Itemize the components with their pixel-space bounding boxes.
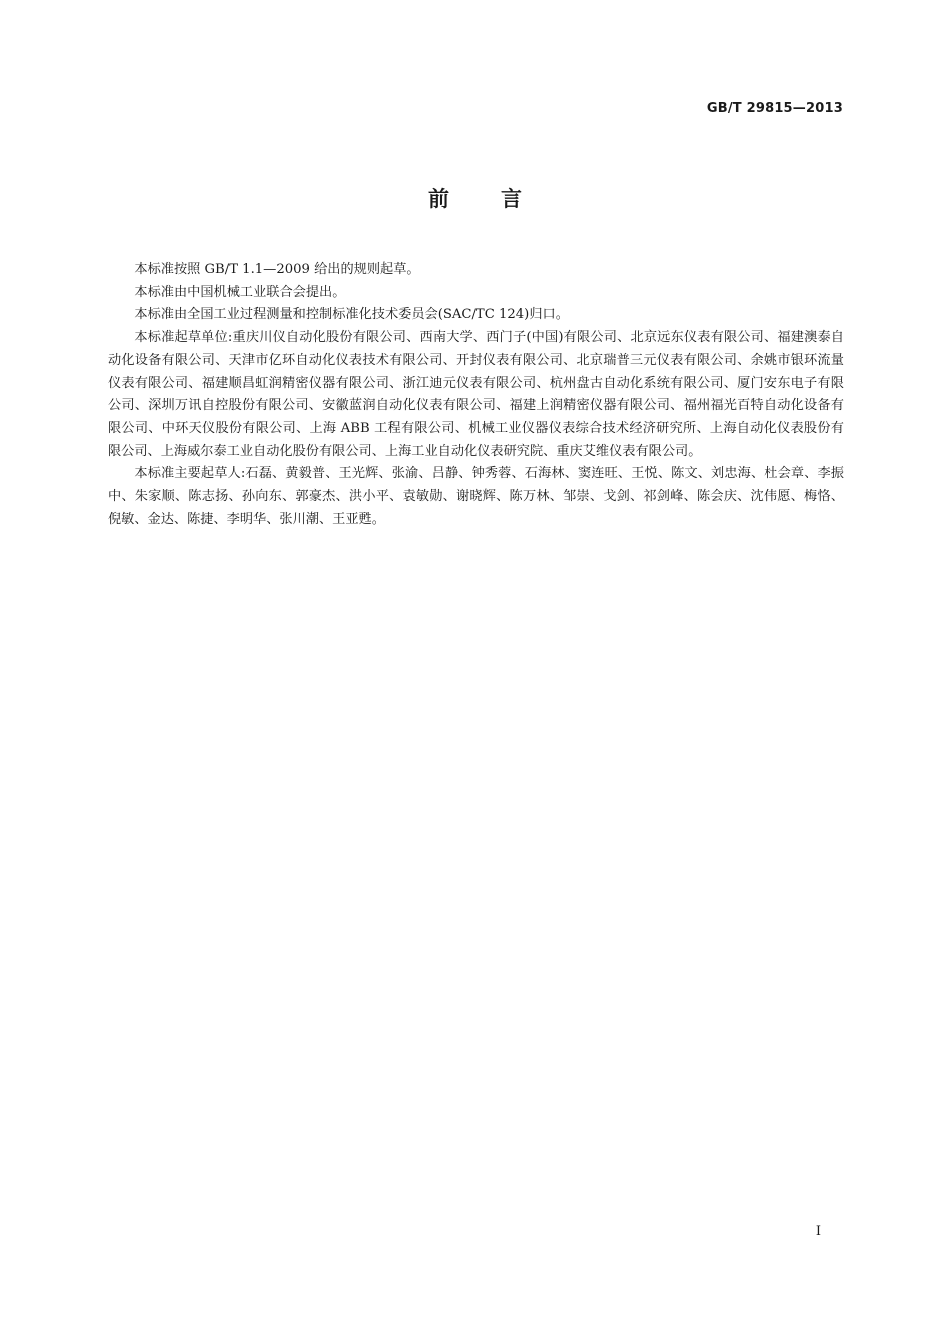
- foreword-body: [108, 259, 844, 531]
- page-title: 前言: [428, 187, 574, 211]
- paragraph-drafting-units: 本标准起草单位:重庆川仪自动化股份有限公司、西南大学、西门子(中国)有限公司、北京远东仪表有限公司、福建澳泰自动化设备有限公司、天津市亿环自动化仪表技术有限公司、开封仪表有限公司、北京瑞普三元仪表有限公司、余姚市银环流量仪表有限公司、福建顺昌虹润精密仪器有限公司、浙江迪元仪表有限公司、杭州盘古自动化系统有限公司、厦门安东电子有限公司、深圳万讯自控股份有限公司、安徽蓝润自动化仪表有限公司、福建上润精密仪器有限公司、福州福光百特自动化设备有限公司、中环天仪股份有限公司、上海 ABB 工程有限公司、机械工业仪器仪表综合技术经济研究所、上海自动化仪表股份有限公司、上海威尔泰工业自动化股份有限公司、上海工业自动化仪表研究院、重庆艾维仪表有限公司。: [108, 330, 844, 459]
- paragraph-committee: 本标准由全国工业过程测量和控制标准化技术委员会(SAC/TC 124)归口。: [134, 307, 569, 323]
- paragraph-proposer: 本标准由中国机械工业联合会提出。: [134, 284, 346, 300]
- standard-code: GB/T 29815—2013: [706, 101, 843, 116]
- paragraph-drafting-rules: 本标准按照 GB/T 1.1—2009 给出的规则起草。: [134, 262, 420, 277]
- paragraph-main-drafters: 本标准主要起草人:石磊、黄毅普、王光辉、张渝、吕静、钟秀蓉、石海林、窦连旺、王悦、陈文、刘忠海、杜会章、李振中、朱家顺、陈志扬、孙向东、郭豪杰、洪小平、袁敏勋、谢晓辉、陈万林、邹崇、戈剑、祁剑峰、陈会庆、沈伟愿、梅恪、倪敏、金达、陈捷、李明华、张川潮、王亚甦。: [108, 466, 844, 527]
- page-number: I: [815, 1224, 821, 1239]
